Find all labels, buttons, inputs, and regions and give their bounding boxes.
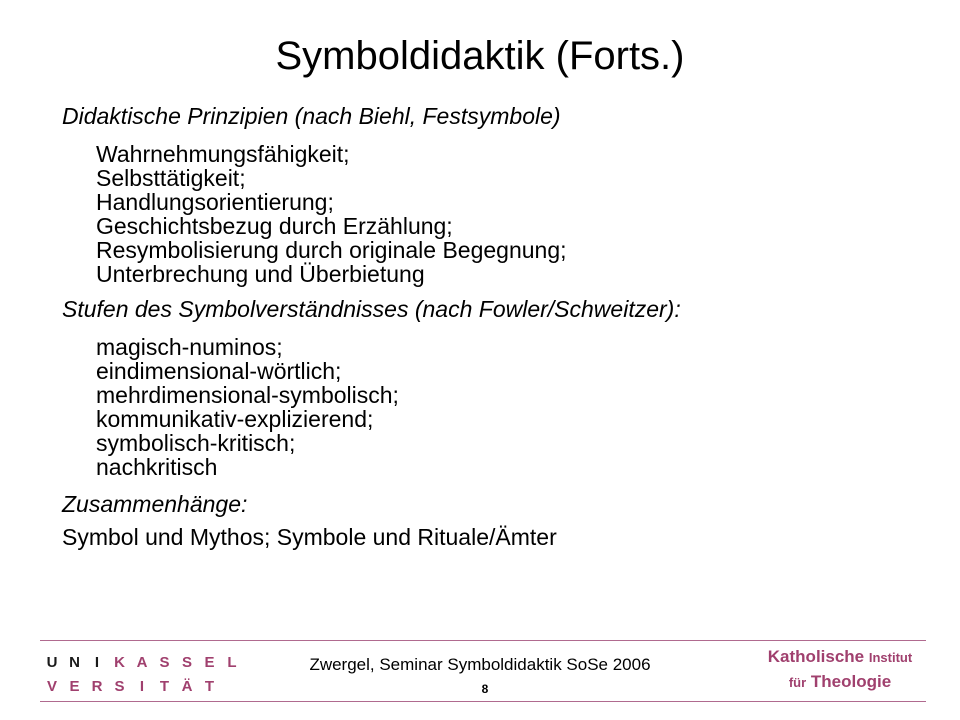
institute-word: für — [788, 675, 807, 690]
footer-divider-top — [40, 640, 926, 641]
list-item: Wahrnehmungsfähigkeit; — [96, 141, 350, 167]
logo-letter: R — [91, 678, 103, 695]
footer-author-text: Zwergel, Seminar Symboldidaktik SoSe 2006 — [309, 655, 651, 674]
list-item: eindimensional-wörtlich; — [96, 358, 342, 384]
logo-letter: A — [136, 654, 148, 671]
page-number: 8 — [481, 682, 489, 696]
logo-letter: S — [159, 654, 170, 671]
logo-letter: I — [139, 678, 145, 695]
list-item: Geschichtsbezug durch Erzählung; — [96, 213, 453, 239]
list-item: Handlungsorientierung; — [96, 189, 334, 215]
list-item: Resymbolisierung durch originale Begegnung; — [96, 237, 567, 263]
footer-divider-bottom — [40, 701, 926, 702]
stages-list — [96, 335, 922, 479]
principles-list — [96, 142, 922, 286]
logo-letter: E — [69, 678, 80, 695]
institute-logo — [750, 646, 930, 694]
logo-letter: V — [46, 678, 57, 695]
list-item: mehrdimensional-symbolisch; — [96, 382, 399, 408]
slide-body — [62, 103, 922, 551]
section-heading-context: Zusammenhänge: — [62, 491, 248, 517]
slide-title: Symboldidaktik (Forts.) — [275, 34, 685, 78]
logo-letter: K — [114, 654, 125, 671]
list-item: kommunikativ-explizierend; — [96, 406, 374, 432]
logo-letter: N — [69, 654, 80, 671]
university-logo — [42, 651, 242, 699]
list-item: Unterbrechung und Überbietung — [96, 261, 425, 287]
list-item: symbolisch-kritisch; — [96, 430, 296, 456]
institute-word: Institut — [868, 650, 913, 665]
context-text: Symbol und Mythos; Symbole und Rituale/Ämter — [62, 524, 557, 550]
logo-letter: I — [94, 654, 100, 671]
list-item: magisch-numinos; — [96, 334, 283, 360]
logo-letter: S — [181, 654, 192, 671]
logo-letter: E — [204, 654, 215, 671]
logo-letter: U — [46, 654, 58, 671]
institute-word: Theologie — [810, 672, 892, 691]
logo-letter: S — [114, 678, 125, 695]
logo-letter: L — [227, 654, 237, 671]
section-heading-principles: Didaktische Prinzipien (nach Biehl, Festsymbole) — [62, 103, 561, 129]
list-item: nachkritisch — [96, 454, 218, 480]
logo-row-2 — [42, 675, 242, 699]
logo-row-1 — [42, 651, 242, 675]
logo-letter: T — [204, 678, 215, 695]
institute-word: Katholische — [767, 647, 865, 666]
section-heading-stages: Stufen des Symbolverständnisses (nach Fowler/Schweitzer): — [62, 296, 681, 322]
logo-letter: Ä — [181, 678, 193, 695]
list-item: Selbsttätigkeit; — [96, 165, 246, 191]
logo-letter: T — [159, 678, 170, 695]
